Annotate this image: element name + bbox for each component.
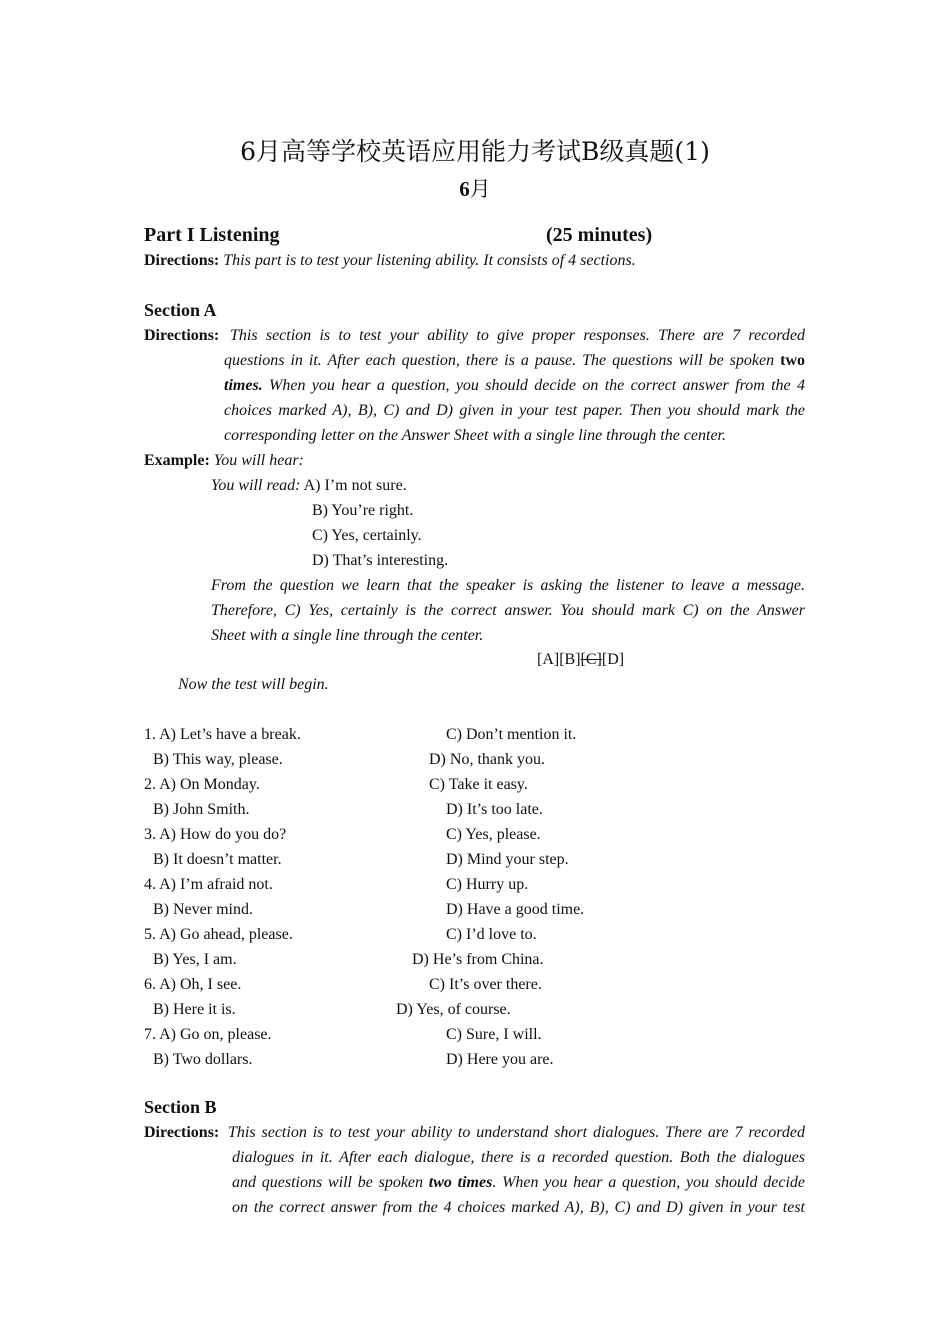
q6-option-d: D) Yes, of course. (396, 1001, 511, 1018)
section-b-dir-line-4: on the correct answer from the 4 choices marked A), B), C) and D) given in your test (232, 1199, 805, 1216)
q5-option-d: D) He’s from China. (412, 951, 544, 968)
section-b-directions-label: Directions: (144, 1124, 220, 1141)
q4-option-b: B) Never mind. (153, 901, 253, 918)
mark-d: [D] (601, 651, 625, 668)
q4-option-d: D) Have a good time. (446, 901, 585, 918)
section-b-dir-line-1: This section is to test your ability to understand short dialogues. There are 7 recorded (228, 1124, 805, 1141)
q7-option-b: B) Two dollars. (153, 1051, 253, 1068)
q3-option-b: B) It doesn’t matter. (153, 851, 282, 868)
q3-option-c: C) Yes, please. (446, 826, 541, 843)
q2-option-c: C) Take it easy. (429, 776, 528, 793)
section-a-dir-line-2 (224, 352, 805, 370)
example-option-d: D) That’s interesting. (312, 552, 449, 569)
directions-label: Directions: (144, 252, 220, 269)
part1-heading: Part I Listening (144, 224, 280, 246)
q6-option-c: C) It’s over there. (429, 976, 542, 993)
bold-times: times. (224, 377, 263, 394)
q3-option-d: D) Mind your step. (446, 851, 569, 868)
example-read-label: You will read: (211, 477, 301, 494)
q6-option-a: 6. A) Oh, I see. (144, 976, 242, 993)
section-a-dir-line-1: This section is to test your ability to give proper responses. There are 7 recorded (230, 327, 805, 344)
subtitle-number: 6 (459, 177, 470, 201)
mark-a: [A] (537, 651, 560, 668)
explanation-line-3: Sheet with a single line through the center. (211, 627, 484, 644)
section-a-heading: Section A (144, 300, 217, 320)
dir-line-2-text: questions in it. After each question, there is a pause. The questions will be spoken (224, 352, 781, 369)
q3-option-a: 3. A) How do you do? (144, 826, 287, 843)
q7-option-d: D) Here you are. (446, 1051, 554, 1068)
example-option-b: B) You’re right. (312, 502, 414, 519)
section-a-dir-line-3 (224, 377, 805, 395)
q2-option-b: B) John Smith. (153, 801, 250, 818)
q5-option-b: B) Yes, I am. (153, 951, 237, 968)
document-title: 6月高等学校英语应用能力考试B级真题(1) (240, 137, 710, 166)
bold-two-times: two times (428, 1174, 493, 1191)
example-hear: You will hear: (213, 452, 304, 469)
subtitle-char: 月 (469, 177, 491, 201)
dir-b-line-3c: . When you hear a question, you should decide (492, 1174, 806, 1191)
answer-marks (537, 651, 624, 669)
q7-option-c: C) Sure, I will. (446, 1026, 542, 1043)
mark-c-struck: [C] (580, 651, 602, 668)
q1-option-b: B) This way, please. (153, 751, 283, 768)
example-read-line (211, 477, 407, 495)
dir-b-line-3a: and questions will be spoken (232, 1174, 429, 1191)
part1-time: (25 minutes) (546, 224, 653, 246)
example-option-a: A) I’m not sure. (303, 477, 407, 494)
section-a-directions-label: Directions: (144, 327, 220, 344)
test-begin-note: Now the test will begin. (178, 676, 329, 693)
bold-two: two (780, 352, 805, 369)
dir-line-3-text: When you hear a question, you should decide on the correct answer from the 4 (262, 377, 805, 394)
q5-option-c: C) I’d love to. (446, 926, 537, 943)
section-b-dir-line-3 (232, 1174, 805, 1192)
part1-directions (144, 252, 636, 270)
section-b-dir-line-2: dialogues in it. After each dialogue, there is a recorded question. Both the dialogues (232, 1149, 805, 1166)
example-line (144, 452, 304, 470)
q7-option-a: 7. A) Go on, please. (144, 1026, 272, 1043)
q4-option-c: C) Hurry up. (446, 876, 529, 893)
explanation-line-2: Therefore, C) Yes, certainly is the correct answer. You should mark C) on the Answer (211, 602, 805, 619)
q1-option-a: 1. A) Let’s have a break. (144, 726, 301, 743)
directions-text: This part is to test your listening ability. It consists of 4 sections. (223, 252, 636, 269)
q2-option-a: 2. A) On Monday. (144, 776, 260, 793)
example-label: Example: (144, 452, 210, 469)
mark-b: [B] (559, 651, 581, 668)
q2-option-d: D) It’s too late. (446, 801, 543, 818)
section-a-dir-line-5: corresponding letter on the Answer Sheet with a single line through the center. (224, 427, 727, 444)
section-b-heading: Section B (144, 1097, 217, 1117)
example-option-c: C) Yes, certainly. (312, 527, 422, 544)
document-subtitle (0, 173, 950, 203)
section-a-dir-line-4: choices marked A), B), C) and D) given in your test paper. Then you should mark the (224, 402, 805, 419)
q5-option-a: 5. A) Go ahead, please. (144, 926, 293, 943)
q6-option-b: B) Here it is. (153, 1001, 236, 1018)
q1-option-d: D) No, thank you. (429, 751, 545, 768)
q4-option-a: 4. A) I’m afraid not. (144, 876, 273, 893)
explanation-line-1: From the question we learn that the speaker is asking the listener to leave a message. (211, 577, 805, 594)
q1-option-c: C) Don’t mention it. (446, 726, 577, 743)
